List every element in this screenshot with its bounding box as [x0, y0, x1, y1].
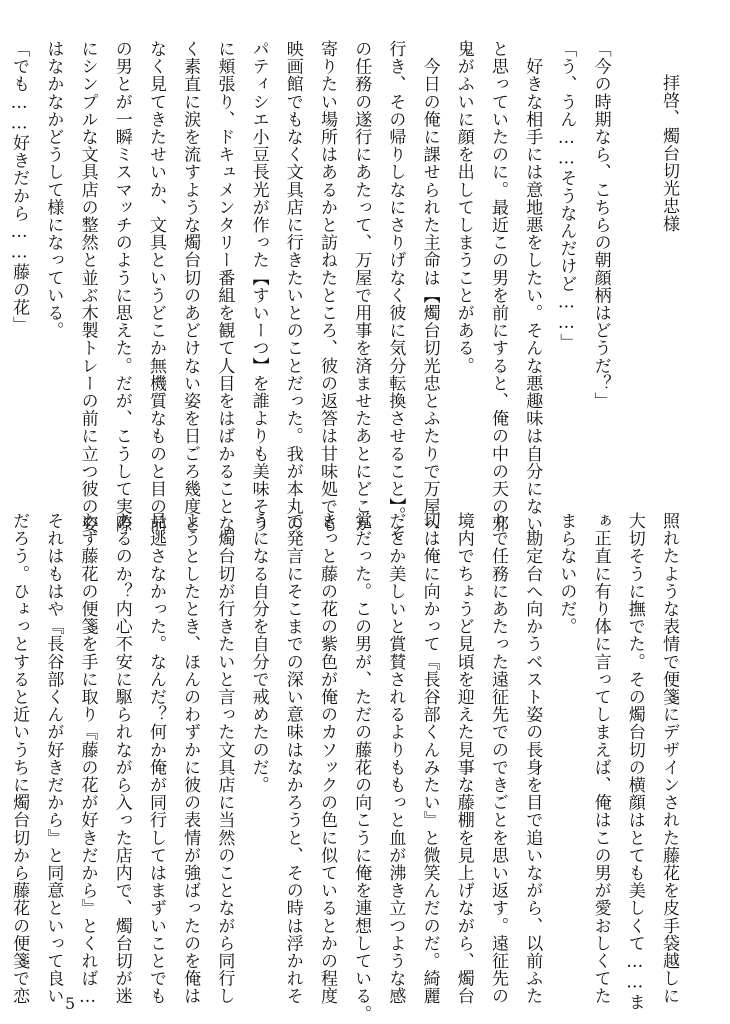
- text-line: 大切そうに撫でた。その燭台切の横顔はとても美しくて……ま: [624, 512, 645, 1011]
- text-line: 鬼がふいに顔を出してしまうことがある。: [453, 40, 474, 375]
- text-line: 映画館でもなく文具店に行きたいとのことだった。我が本丸の: [282, 40, 303, 533]
- text-line: [618, 40, 652, 492]
- text-line: きっと藤の花の紫色が俺のカソックの色に似ているとかの程度: [316, 512, 337, 1005]
- text-line: 「う、うん……そうなんだけど……」: [556, 40, 577, 352]
- text-line: 寄りたい場所はあるかと訪ねたところ、彼の返答は甘味処でも: [316, 40, 337, 533]
- text-line: 境内でちょうど見頃を迎えた見事な藤棚を見上げながら、燭台: [453, 512, 474, 1005]
- text-line: だろう。ひょっとすると近いうちに燭台切から藤花の便箋で恋: [9, 512, 30, 1005]
- text-line: 勘定台へ向かうベスト姿の長身を目で追いながら、以前ふた: [522, 512, 543, 1005]
- text-line: [0, 512, 2, 982]
- text-line: と思っていたのに。最近この男を前にすると、俺の中の天の邪: [488, 40, 508, 533]
- text-line: パティシエ小豆長光が作った【すいーつ】を誰よりも美味そう: [248, 40, 269, 533]
- text-line: わず藤花の便箋を手に取り『藤の花が好きだから』とくれば…: [77, 512, 98, 1008]
- text-line: [0, 40, 2, 492]
- text-line: 見逃さなかった。なんだ？何か俺が同行してはまずいことでも: [145, 512, 166, 1005]
- text-line: の男とが一瞬ミスマッチのように思えた。だが、こうして実際: [111, 40, 132, 533]
- text-line: 「今の時期なら、こちらの朝顔柄はどうだ？」: [590, 40, 611, 410]
- text-line: はなかなかどうして様になっている。: [43, 40, 64, 340]
- text-line: なく見てきたせいか、文具というどこか無機質なものと目の前: [145, 40, 166, 533]
- text-line: 照れたような表情で便箋にデザインされた藤花を皮手袋越しに: [659, 512, 679, 1005]
- text-line: く素直に涙を流すような燭台切のあどけない姿を日ごろ幾度と: [180, 40, 201, 533]
- text-line: で発言にそこまでの深い意味はなかろうと、その時は浮かれそ: [282, 512, 303, 1005]
- text-line: 切は俺に向かって『長谷部くんみたい』と微笑んだのだ。綺麗: [419, 512, 440, 1005]
- text-line: ようとしたとき、ほんのわずかに彼の表情が強ばったのを俺は: [180, 512, 201, 1005]
- text-line: りで任務にあたった遠征先でのできごとを思い返す。遠征先の: [487, 512, 508, 1005]
- text-line: まらないのだ。: [556, 512, 577, 636]
- text-line: 好きな相手には意地悪をしたい。そんな悪趣味は自分にない: [522, 40, 543, 533]
- top-text-block: [9, 40, 686, 542]
- text-line: 覚だった。この男が、ただの藤花の向こうに俺を連想している。: [351, 512, 372, 1023]
- text-line: 燭台切が行きたいと言った文具店に当然のことながら同行し: [214, 512, 235, 1005]
- text-line: それはもはや『長谷部くんが好きだから』と同意といって良い: [43, 512, 64, 1005]
- text-line: あるのか？内心不安に駆られながら入った店内で、燭台切が迷: [111, 512, 132, 1005]
- text-line: に頬張り、ドキュメンタリー番組を観て人目をはばかることな: [214, 40, 235, 533]
- text-line: の任務の遂行にあたって、万屋で用事を済ませたあとにどこか: [351, 40, 372, 533]
- text-line: だとか美しいと賞賛されるよりももっと血が沸き立つような感: [385, 512, 406, 1005]
- text-line: 「でも……好きだから……藤の花」: [9, 40, 30, 334]
- text-line: にシンプルな文具店の整然と並ぶ木製トレーの前に立つ彼の姿: [77, 40, 98, 533]
- text-line: ぁ正直に有り体に言ってしまえば、俺はこの男が愛おしくてた: [590, 512, 611, 1005]
- letter-title: 拝啓、燭台切光忠様: [659, 74, 679, 233]
- text-line: うになる自分を自分で戒めたのだ。: [248, 512, 269, 794]
- bottom-text-block: [9, 512, 686, 1023]
- page-number: 5: [65, 994, 76, 1013]
- text-line: 今日の俺に課せられた主命は【燭台切光忠とふたりで万屋へ: [419, 40, 440, 533]
- text-line: 行き、その帰りしなにさりげなく彼に気分転換させること】。そ: [385, 40, 406, 542]
